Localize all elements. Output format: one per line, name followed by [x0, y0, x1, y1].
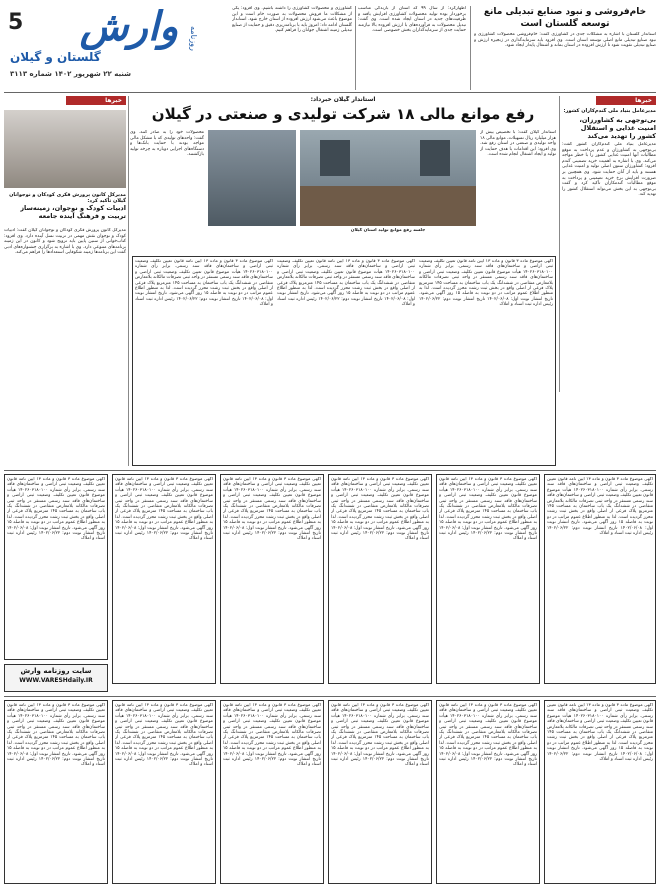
top-right-headline: خام‌فروشی و نبود صنایع تبدیلی مانع توسعه گلستان است [483, 7, 647, 29]
main-body-a: استاندار گیلان گفت: با تخصیص بیش از هزار میلیارد ریال تسهیلات، موانع مالی ۱۸ واحد تولیدی و صنعتی در استان رفع شد. وی افزود: این اقدامات با هدف حمایت از تولید و ایجاد اشتغال انجام شده است. [480, 130, 556, 158]
news-label-left: خبرها [66, 96, 126, 105]
ad-row3-5: آگهی موضوع ماده ۳ قانون و ماده ۱۳ آیین نامه قانون تعیین تکلیف وضعیت ثبتی اراضی و ساختمان‌های فاقد سند رسمی. برابر رأی شماره ۱۴۰۲۶۰۳۱۸۰۱۰۰ هیأت موضوع قانون تعیین تکلیف وضعیت ثبتی اراضی و ساختمان‌های فاقد سند رسمی مستقر در واحد ثبتی تصرفات مالکانه بلامعارض متقاضی در ششدانگ یک باب ساختمان به مساحت ۱۴۵ مترمربع پلاک فرعی از اصلی واقع در بخش ثبت رشت محرز گردیده است. لذا به منظور اطلاع عموم مراتب در دو نوبت به فاصله ۱۵ روز آگهی می‌شود. تاریخ انتشار نوبت اول: ۱۴۰۲/۰۶/۰۸ تاریخ انتشار نوبت دوم: ۱۴۰۲/۰۶/۲۲ رئیس اداره ثبت اسناد و املاک [436, 700, 540, 884]
top-middle-article: اظهارکرد: از سال ۹۹ که استان از بارندگی مناسب برخوردار بوده تولید محصولات کشاورزی افزایش یافته و ظرفیت‌های جدید در استان ایجاد شده است. وی گفت: تبدیل محصولات به فرآورده‌های با ارزش افزوده بالا نیازمند حمایت جدی از سرمایه‌گذاران بخش خصوصی است. [358, 6, 466, 34]
main-headline: رفع موانع مالی ۱۸ شرکت تولیدی و صنعتی در گیلان [151, 105, 535, 123]
masthead [4, 4, 224, 86]
ad-row2-1: آگهی موضوع ماده ۳ قانون و ماده ۱۳ آیین نامه قانون تعیین تکلیف وضعیت ثبتی اراضی و ساختمان‌های فاقد سند رسمی. برابر رأی شماره ۱۴۰۲۶۰۳۱۸۰۱۰۰ هیأت موضوع قانون تعیین تکلیف وضعیت ثبتی اراضی و ساختمان‌های فاقد سند رسمی مستقر در واحد ثبتی تصرفات مالکانه بلامعارض متقاضی در ششدانگ یک باب ساختمان به مساحت ۱۴۵ مترمربع پلاک فرعی از اصلی واقع در بخش ثبت رشت محرز گردیده است. لذا به منظور اطلاع عموم مراتب در دو نوبت به فاصله ۱۵ روز آگهی می‌شود. تاریخ انتشار نوبت اول: ۱۴۰۲/۰۶/۰۸ تاریخ انتشار نوبت دوم: ۱۴۰۲/۰۶/۲۲ رئیس اداره ثبت اسناد و املاک [4, 474, 108, 660]
logo: وارش [79, 4, 179, 50]
left-news-kicker: مدیرکل کانون پرورش فکری کودکان و نوجوانان گیلان تأکید کرد: [9, 192, 126, 204]
left-news-box [4, 96, 126, 466]
top-left-article: کشاورزی و محصولات کشاورزی را داشته باشیم. وی افزود: یکی از مشکلات ما فروش محصولات به صورت خام است و این موضوع باعث می‌شود ارزش افزوده از استان خارج شود. استاندار گلستان ادامه داد: امروز باید با برنامه‌ریزی دقیق و حمایت از صنایع تبدیلی زمینه اشتغال جوانان را فراهم کنیم. [232, 6, 352, 34]
left-news-body: مدیرکل کانون پرورش فکری کودکان و نوجوانان گیلان گفت: ادبیات کودک و نوجوان نقش مهمی در تربیت نسل آینده دارد. وی افزود: کتاب‌خوانی از سنین پایین باید ترویج شود و کانون در این زمینه برنامه‌های متنوعی دارد. وی با اشاره به برگزاری جشنواره‌های ادبی گفت این برنامه‌ها زمینه شکوفایی استعدادها را فراهم می‌کند. [4, 228, 126, 256]
date-line: شنبه ۲۲ شهریور ۱۴۰۲ شماره ۳۱۱۳ [10, 70, 132, 78]
website-banner [4, 664, 108, 692]
right-news-headline: بی‌توجهی به کشاورزان، امنیت غذایی و استقلال کشور را تهدید می‌کند [579, 116, 656, 140]
ad-row2-4: آگهی موضوع ماده ۳ قانون و ماده ۱۳ آیین نامه قانون تعیین تکلیف وضعیت ثبتی اراضی و ساختمان‌های فاقد سند رسمی. برابر رأی شماره ۱۴۰۲۶۰۳۱۸۰۱۰۰ هیأت موضوع قانون تعیین تکلیف وضعیت ثبتی اراضی و ساختمان‌های فاقد سند رسمی مستقر در واحد ثبتی تصرفات مالکانه بلامعارض متقاضی در ششدانگ یک باب ساختمان به مساحت ۱۴۵ مترمربع پلاک فرعی از اصلی واقع در بخش ثبت رشت محرز گردیده است. لذا به منظور اطلاع عموم مراتب در دو نوبت به فاصله ۱۵ روز آگهی می‌شود. تاریخ انتشار نوبت اول: ۱۴۰۲/۰۶/۰۸ تاریخ انتشار نوبت دوم: ۱۴۰۲/۰۶/۲۲ رئیس اداره ثبت اسناد و املاک [328, 474, 432, 684]
main-photo-2 [208, 130, 296, 226]
main-caption: جلسه رفع موانع تولید استان گیلان [350, 228, 426, 233]
main-body-b: محصولات خود را به صادر کنند. وی گفت: واحدهای تولیدی که با مشکل مالی مواجه بودند با حمایت بانک‌ها و دستگاه‌های اجرایی دوباره به چرخه تولید بازگشتند. [130, 130, 204, 158]
ad-row3-2: آگهی موضوع ماده ۳ قانون و ماده ۱۳ آیین نامه قانون تعیین تکلیف وضعیت ثبتی اراضی و ساختمان‌های فاقد سند رسمی. برابر رأی شماره ۱۴۰۲۶۰۳۱۸۰۱۰۰ هیأت موضوع قانون تعیین تکلیف وضعیت ثبتی اراضی و ساختمان‌های فاقد سند رسمی مستقر در واحد ثبتی تصرفات مالکانه بلامعارض متقاضی در ششدانگ یک باب ساختمان به مساحت ۱۴۵ مترمربع پلاک فرعی از اصلی واقع در بخش ثبت رشت محرز گردیده است. لذا به منظور اطلاع عموم مراتب در دو نوبت به فاصله ۱۵ روز آگهی می‌شود. تاریخ انتشار نوبت اول: ۱۴۰۲/۰۶/۰۸ تاریخ انتشار نوبت دوم: ۱۴۰۲/۰۶/۲۲ رئیس اداره ثبت اسناد و املاک [112, 700, 216, 884]
region-title: گلستان و گیلان [10, 50, 101, 64]
ad-row3-3: آگهی موضوع ماده ۳ قانون و ماده ۱۳ آیین نامه قانون تعیین تکلیف وضعیت ثبتی اراضی و ساختمان‌های فاقد سند رسمی. برابر رأی شماره ۱۴۰۲۶۰۳۱۸۰۱۰۰ هیأت موضوع قانون تعیین تکلیف وضعیت ثبتی اراضی و ساختمان‌های فاقد سند رسمی مستقر در واحد ثبتی تصرفات مالکانه بلامعارض متقاضی در ششدانگ یک باب ساختمان به مساحت ۱۴۵ مترمربع پلاک فرعی از اصلی واقع در بخش ثبت رشت محرز گردیده است. لذا به منظور اطلاع عموم مراتب در دو نوبت به فاصله ۱۵ روز آگهی می‌شود. تاریخ انتشار نوبت اول: ۱۴۰۲/۰۶/۰۸ تاریخ انتشار نوبت دوم: ۱۴۰۲/۰۶/۲۲ رئیس اداره ثبت اسناد و املاک [220, 700, 324, 884]
ad-row2-6: آگهی موضوع ماده ۳ قانون و ماده ۱۳ آیین نامه قانون تعیین تکلیف وضعیت ثبتی اراضی و ساختمان‌های فاقد سند رسمی. برابر رأی شماره ۱۴۰۲۶۰۳۱۸۰۱۰۰ هیأت موضوع قانون تعیین تکلیف وضعیت ثبتی اراضی و ساختمان‌های فاقد سند رسمی مستقر در واحد ثبتی تصرفات مالکانه بلامعارض متقاضی در ششدانگ یک باب ساختمان به مساحت ۱۴۵ مترمربع پلاک فرعی از اصلی واقع در بخش ثبت رشت محرز گردیده است. لذا به منظور اطلاع عموم مراتب در دو نوبت به فاصله ۱۵ روز آگهی می‌شود. تاریخ انتشار نوبت اول: ۱۴۰۲/۰۶/۰۸ تاریخ انتشار نوبت دوم: ۱۴۰۲/۰۶/۲۲ رئیس اداره ثبت اسناد و املاک [544, 474, 656, 684]
website-label: سایت روزنامه وارش [20, 667, 92, 675]
main-kicker: استاندار گیلان خبرداد: [310, 96, 376, 103]
news-label: خبرها [596, 96, 656, 105]
top-right-body: استاندار گلستان با اشاره به مشکلات جدی در کشاورزی گفت: خام‌فروشی محصولات کشاورزی و نبود صنایع تبدیلی مانع اصلی توسعه استان است. وی افزود باید سرمایه‌گذاری در زنجیره ارزش و صنایع تبدیلی تقویت شود تا ارزش افزوده در استان بماند و اشتغال پایدار ایجاد شود. [474, 32, 656, 49]
right-news-kicker: مدیرعامل بنیاد ملی گندم‌کاران کشور: [563, 108, 656, 114]
ad-row2-2: آگهی موضوع ماده ۳ قانون و ماده ۱۳ آیین نامه قانون تعیین تکلیف وضعیت ثبتی اراضی و ساختمان‌های فاقد سند رسمی. برابر رأی شماره ۱۴۰۲۶۰۳۱۸۰۱۰۰ هیأت موضوع قانون تعیین تکلیف وضعیت ثبتی اراضی و ساختمان‌های فاقد سند رسمی مستقر در واحد ثبتی تصرفات مالکانه بلامعارض متقاضی در ششدانگ یک باب ساختمان به مساحت ۱۴۵ مترمربع پلاک فرعی از اصلی واقع در بخش ثبت رشت محرز گردیده است. لذا به منظور اطلاع عموم مراتب در دو نوبت به فاصله ۱۵ روز آگهی می‌شود. تاریخ انتشار نوبت اول: ۱۴۰۲/۰۶/۰۸ تاریخ انتشار نوبت دوم: ۱۴۰۲/۰۶/۲۲ رئیس اداره ثبت اسناد و املاک [112, 474, 216, 684]
ad-block-1: آگهی موضوع ماده ۳ قانون و ماده ۱۳ آیین نامه قانون تعیین تکلیف وضعیت ثبتی اراضی و ساختمان‌های فاقد سند رسمی. برابر رأی شماره ۱۴۰۲۶۰۳۱۸۰۱۰۰ هیأت موضوع قانون تعیین تکلیف وضعیت ثبتی اراضی و ساختمان‌های فاقد سند رسمی مستقر در واحد ثبتی تصرفات مالکانه بلامعارض متقاضی در ششدانگ یک باب ساختمان به مساحت ۱۴۵ مترمربع پلاک فرعی از اصلی واقع در بخش ثبت رشت محرز گردیده است. لذا به منظور اطلاع عموم مراتب در دو نوبت به فاصله ۱۵ روز آگهی می‌شود. تاریخ انتشار نوبت اول: ۱۴۰۲/۰۶/۰۸ تاریخ انتشار نوبت دوم: ۱۴۰۲/۰۶/۲۲ رئیس اداره ثبت اسناد و املاک آگهی موضوع ماده ۳ قانون و ماده ۱۳ آیین نامه قانون تعیین تکلیف وضعیت ثبتی اراضی و ساختمان‌های فاقد سند رسمی. برابر رأی شماره ۱۴۰۲۶۰۳۱۸۰۱۰۰ هیأت موضوع قانون تعیین تکلیف وضعیت ثبتی اراضی و ساختمان‌های فاقد سند رسمی مستقر در واحد ثبتی تصرفات مالکانه بلامعارض متقاضی در ششدانگ یک باب ساختمان به مساحت ۱۴۵ مترمربع پلاک فرعی از اصلی واقع در بخش ثبت رشت محرز گردیده است. لذا به منظور اطلاع عموم مراتب در دو نوبت به فاصله ۱۵ روز آگهی می‌شود. تاریخ انتشار نوبت اول: ۱۴۰۲/۰۶/۰۸ تاریخ انتشار نوبت دوم: ۱۴۰۲/۰۶/۲۲ رئیس اداره ثبت اسناد و املاک آگهی موضوع ماده ۳ قانون و ماده ۱۳ آیین نامه قانون تعیین تکلیف وضعیت ثبتی اراضی و ساختمان‌های فاقد سند رسمی. برابر رأی شماره ۱۴۰۲۶۰۳۱۸۰۱۰۰ هیأت موضوع قانون تعیین تکلیف وضعیت ثبتی اراضی و ساختمان‌های فاقد سند رسمی مستقر در واحد ثبتی تصرفات مالکانه بلامعارض متقاضی در ششدانگ یک باب ساختمان به مساحت ۱۴۵ مترمربع پلاک فرعی از اصلی واقع در بخش ثبت رشت محرز گردیده است. لذا به منظور اطلاع عموم مراتب در دو نوبت به فاصله ۱۵ روز آگهی می‌شود. تاریخ انتشار نوبت اول: ۱۴۰۲/۰۶/۰۸ تاریخ انتشار نوبت دوم: ۱۴۰۲/۰۶/۲۲ رئیس اداره ثبت اسناد و املاک [132, 256, 556, 466]
ad-row2-5: آگهی موضوع ماده ۳ قانون و ماده ۱۳ آیین نامه قانون تعیین تکلیف وضعیت ثبتی اراضی و ساختمان‌های فاقد سند رسمی. برابر رأی شماره ۱۴۰۲۶۰۳۱۸۰۱۰۰ هیأت موضوع قانون تعیین تکلیف وضعیت ثبتی اراضی و ساختمان‌های فاقد سند رسمی مستقر در واحد ثبتی تصرفات مالکانه بلامعارض متقاضی در ششدانگ یک باب ساختمان به مساحت ۱۴۵ مترمربع پلاک فرعی از اصلی واقع در بخش ثبت رشت محرز گردیده است. لذا به منظور اطلاع عموم مراتب در دو نوبت به فاصله ۱۵ روز آگهی می‌شود. تاریخ انتشار نوبت اول: ۱۴۰۲/۰۶/۰۸ تاریخ انتشار نوبت دوم: ۱۴۰۲/۰۶/۲۲ رئیس اداره ثبت اسناد و املاک [436, 474, 540, 684]
page-number: 5 [8, 10, 24, 35]
right-news-body: مدیرعامل بنیاد ملی گندم‌کاران کشور گفت: بی‌توجهی به کشاورزان و عدم پرداخت به موقع مطالبات آنها امنیت غذایی کشور را با خطر مواجه می‌کند. وی با اشاره به اهمیت خرید تضمینی گندم افزود: کشاورزان ستون اصلی تولید و امنیت غذایی هستند و باید از آنان حمایت شود. وی همچنین بر ضرورت افزایش نرخ خرید تضمینی و پرداخت به موقع مطالبات گندمکاران تأکید کرد و گفت بی‌توجهی به این بخش می‌تواند استقلال کشور را تهدید کند. [562, 142, 656, 198]
logo-prefix: روزنامه [189, 26, 198, 51]
ad-row3-4: آگهی موضوع ماده ۳ قانون و ماده ۱۳ آیین نامه قانون تعیین تکلیف وضعیت ثبتی اراضی و ساختمان‌های فاقد سند رسمی. برابر رأی شماره ۱۴۰۲۶۰۳۱۸۰۱۰۰ هیأت موضوع قانون تعیین تکلیف وضعیت ثبتی اراضی و ساختمان‌های فاقد سند رسمی مستقر در واحد ثبتی تصرفات مالکانه بلامعارض متقاضی در ششدانگ یک باب ساختمان به مساحت ۱۴۵ مترمربع پلاک فرعی از اصلی واقع در بخش ثبت رشت محرز گردیده است. لذا به منظور اطلاع عموم مراتب در دو نوبت به فاصله ۱۵ روز آگهی می‌شود. تاریخ انتشار نوبت اول: ۱۴۰۲/۰۶/۰۸ تاریخ انتشار نوبت دوم: ۱۴۰۲/۰۶/۲۲ رئیس اداره ثبت اسناد و املاک [328, 700, 432, 884]
left-news-headline: ادبیات کودک و نوجوان، زمینه‌ساز تربیت و فرهنگ آینده جامعه [20, 204, 126, 220]
main-photo [300, 130, 476, 226]
ad-row2-3: آگهی موضوع ماده ۳ قانون و ماده ۱۳ آیین نامه قانون تعیین تکلیف وضعیت ثبتی اراضی و ساختمان‌های فاقد سند رسمی. برابر رأی شماره ۱۴۰۲۶۰۳۱۸۰۱۰۰ هیأت موضوع قانون تعیین تکلیف وضعیت ثبتی اراضی و ساختمان‌های فاقد سند رسمی مستقر در واحد ثبتی تصرفات مالکانه بلامعارض متقاضی در ششدانگ یک باب ساختمان به مساحت ۱۴۵ مترمربع پلاک فرعی از اصلی واقع در بخش ثبت رشت محرز گردیده است. لذا به منظور اطلاع عموم مراتب در دو نوبت به فاصله ۱۵ روز آگهی می‌شود. تاریخ انتشار نوبت اول: ۱۴۰۲/۰۶/۰۸ تاریخ انتشار نوبت دوم: ۱۴۰۲/۰۶/۲۲ رئیس اداره ثبت اسناد و املاک [220, 474, 324, 684]
right-news-box [562, 96, 656, 392]
website-url[interactable]: WWW.VARESHdaily.IR [19, 677, 93, 684]
ad-row3-1: آگهی موضوع ماده ۳ قانون و ماده ۱۳ آیین نامه قانون تعیین تکلیف وضعیت ثبتی اراضی و ساختمان‌های فاقد سند رسمی. برابر رأی شماره ۱۴۰۲۶۰۳۱۸۰۱۰۰ هیأت موضوع قانون تعیین تکلیف وضعیت ثبتی اراضی و ساختمان‌های فاقد سند رسمی مستقر در واحد ثبتی تصرفات مالکانه بلامعارض متقاضی در ششدانگ یک باب ساختمان به مساحت ۱۴۵ مترمربع پلاک فرعی از اصلی واقع در بخش ثبت رشت محرز گردیده است. لذا به منظور اطلاع عموم مراتب در دو نوبت به فاصله ۱۵ روز آگهی می‌شود. تاریخ انتشار نوبت اول: ۱۴۰۲/۰۶/۰۸ تاریخ انتشار نوبت دوم: ۱۴۰۲/۰۶/۲۲ رئیس اداره ثبت اسناد و املاک [4, 700, 108, 884]
ad-row3-6: آگهی موضوع ماده ۳ قانون و ماده ۱۳ آیین نامه قانون تعیین تکلیف وضعیت ثبتی اراضی و ساختمان‌های فاقد سند رسمی. برابر رأی شماره ۱۴۰۲۶۰۳۱۸۰۱۰۰ هیأت موضوع قانون تعیین تکلیف وضعیت ثبتی اراضی و ساختمان‌های فاقد سند رسمی مستقر در واحد ثبتی تصرفات مالکانه بلامعارض متقاضی در ششدانگ یک باب ساختمان به مساحت ۱۴۵ مترمربع پلاک فرعی از اصلی واقع در بخش ثبت رشت محرز گردیده است. لذا به منظور اطلاع عموم مراتب در دو نوبت به فاصله ۱۵ روز آگهی می‌شود. تاریخ انتشار نوبت اول: ۱۴۰۲/۰۶/۰۸ تاریخ انتشار نوبت دوم: ۱۴۰۲/۰۶/۲۲ رئیس اداره ثبت اسناد و املاک [544, 700, 656, 884]
left-news-photo [4, 110, 126, 188]
